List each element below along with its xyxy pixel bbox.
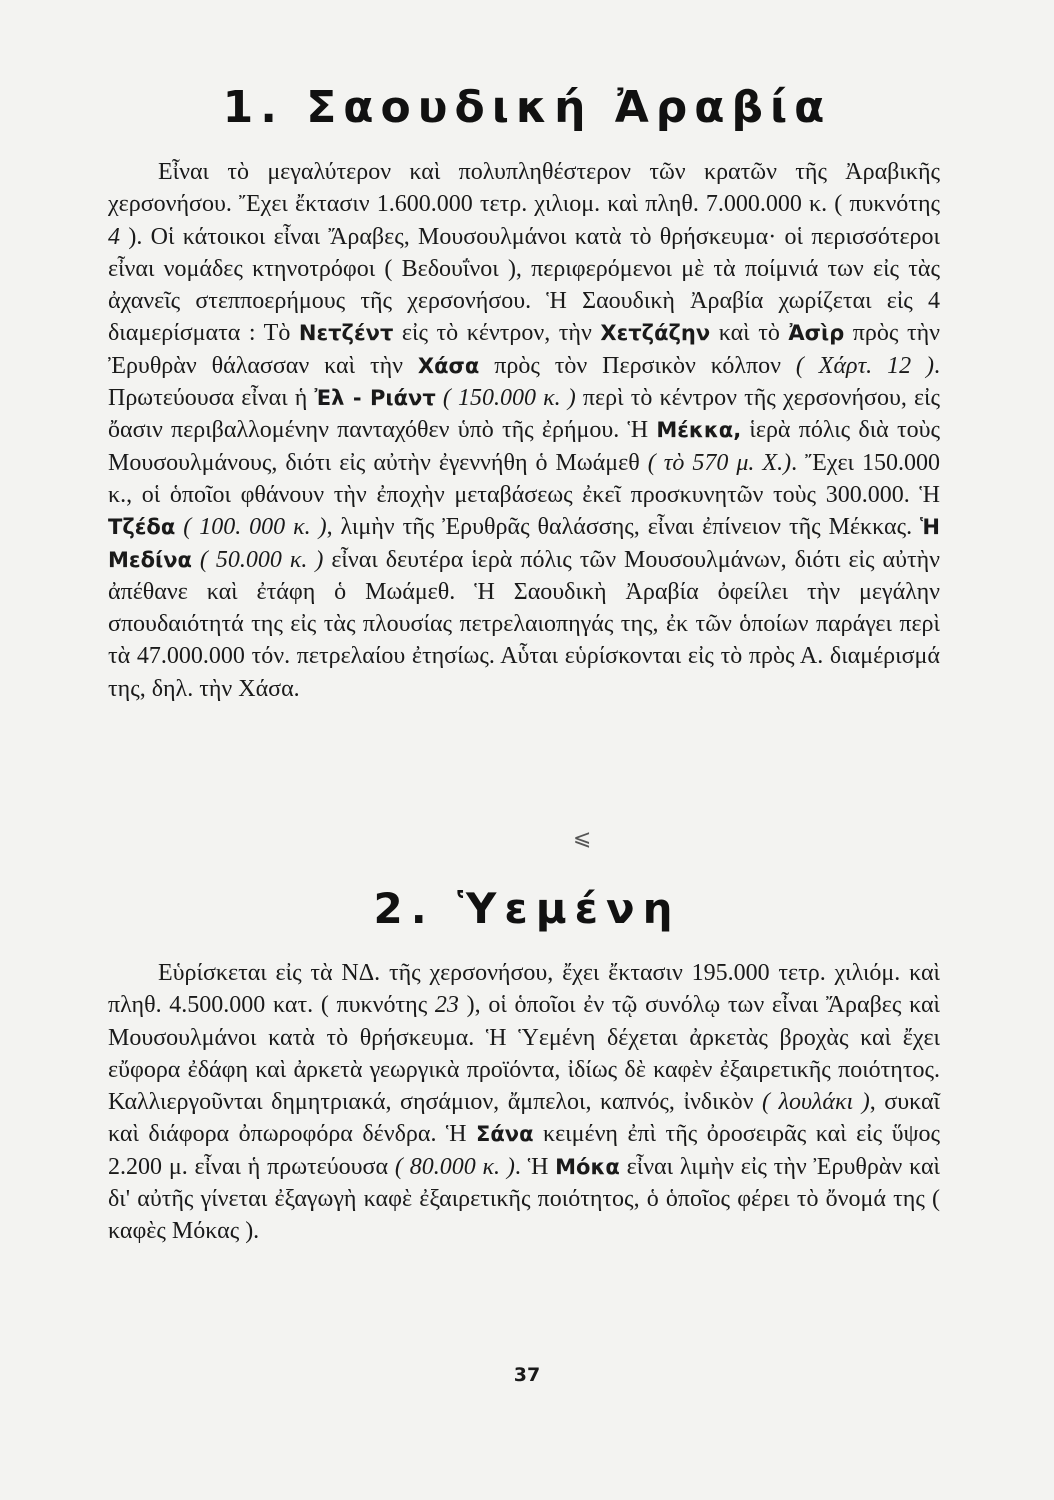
emphasized-place-name: Μόκα [555,1154,620,1179]
italic-note: ( 150.000 κ. ) [442,385,576,412]
text-run: ). Οἱ κάτοικοι εἶναι Ἄραβες, Μουσουλμάνοι κατὰ τὸ θρήσκευμα· οἱ περισσότεροι εἶναι νομάδες κτηνοτρόφοι ( Βεδουΐνοι ), περιφερόμενοι μὲ τὰ ποίμνιά των εἰς τὰς ἀχανεῖς στεπποερήμους τῆς χερσονήσου. Ἡ Σαουδικὴ Ἀραβία χωρίζεται εἰς 4 διαμερίσματα : Τὸ [108,223,940,347]
pencil-mark: ⩽ [573,826,592,851]
text-run: κειμένη ἐπὶ τῆς ὀροσειρᾶς καὶ εἰς ὕψος 2.200 μ. εἶναι ἡ πρωτεύουσα [108,1121,940,1180]
emphasized-place-name: Ἐλ - Ριάντ [314,386,436,411]
text-run: πρὸς τὴν Ἐρυθρὰν θάλασσαν καὶ τὴν [108,320,940,379]
text-run [436,385,443,411]
emphasized-place-name: Ἀσὶρ [788,321,845,346]
italic-note: ( τὸ 570 μ. Χ.) [647,449,792,476]
emphasized-place-name: Σάνα [476,1122,534,1147]
section-paragraph-yemen [108,957,940,1248]
text-run: εἶναι λιμὴν εἰς τὴν Ἐρυθρὰν καὶ δι' αὐτῆς γίνεται ἐξαγωγὴ καφὲ ἐξαιρετικῆς ποιότητος, ὁ ὁποῖος φέρει τὸ ὄνομά της ( καφὲς Μόκας ). [108,1153,940,1245]
italic-note: 4 [108,223,120,250]
emphasized-place-name: Ἡ Μεδίνα [108,515,941,572]
emphasized-place-name: Χάσα [417,353,480,378]
page-number: 37 [513,1364,541,1386]
section-heading-saudi-arabia: 1. Σαουδική Ἀραβία [222,82,832,133]
italic-note: 23 [434,992,459,1019]
text-run: Εὑρίσκεται εἰς τὰ ΝΔ. τῆς χερσονήσου, ἔχει ἔκτασιν 195.000 τετρ. χιλιόμ. καὶ πληθ. 4.500.000 κατ. ( πυκνότης [108,960,940,1019]
text-run: . Ἔχει 150.000 κ., οἱ ὁποῖοι φθάνουν τὴν ἐποχὴν μεταβάσεως ἐκεῖ προσκυνητῶν τοὺς 300.000. Ἡ [108,449,941,508]
italic-note: ( 80.000 κ. ) [394,1153,515,1180]
italic-note: ( 100. 000 κ. ) [183,514,327,541]
text-run: περὶ τὸ κέντρον τῆς χερσονήσου, εἰς ὄασιν περιβαλλομένην πανταχόθεν ὑπὸ τῆς ἐρήμου. Ἡ [108,385,940,444]
emphasized-place-name: Χετζάζην [600,321,711,346]
emphasized-place-name: Μέκκα, [656,418,742,443]
italic-note: ( 50.000 κ. ) [199,546,324,573]
text-run: εἶναι δευτέρα ἱερὰ πόλις τῶν Μουσουλμάνων, διότι εἰς αὐτὴν ἀπέθανε καὶ ἐτάφη ὁ Μωάμεθ. Ἡ Σαουδικὴ Ἀραβία ὀφείλει τὴν μεγάλην σπουδαιότητά της εἰς τὰς πλουσίας πετρελαιοπηγάς της, ἐκ τῶν ὁποίων παράγει περὶ τὰ 47.000.000 τόν. πετρελαίου ἐτησίως. Αὗται εὑρίσκονται εἰς τὸ πρὸς Α. διαμέρισμά της, δηλ. τὴν Χάσα. [108,546,940,702]
text-run [192,547,200,573]
text-run: καὶ τὸ [710,320,789,347]
text-run: πρὸς τὸν Περσικὸν κόλπον [479,352,796,379]
text-run: ), οἱ ὁποῖοι ἐν τῷ συνόλῳ των εἶναι Ἄραβες καὶ Μουσουλμάνοι κατὰ τὸ θρήσκευμα. Ἡ Ὑεμένη δέχεται ἀρκετὰς βροχὰς καὶ ἔχει εὔφορα ἐδάφη καὶ ἀρκετὰ γεωργικὰ προϊόντα, ἰδίως δὲ καφὲν ἐξαιρετικῆς ποιότητος. Καλλιεργοῦνται δημητριακά, σησάμιον, ἄμπελοι, καπνός, ἰνδικὸν [108,992,940,1116]
text-run: . Ἡ [514,1153,556,1180]
italic-note: ( λουλάκι ) [762,1089,870,1116]
text-run: Εἶναι τὸ μεγαλύτερον καὶ πολυπληθέστερον τῶν κρατῶν τῆς Ἀραβικῆς χερσονήσου. Ἔχει ἔκτασιν 1.600.000 τετρ. χιλιομ. καὶ πληθ. 7.000.000 κ. ( πυκνότης [108,159,940,218]
italic-note: ( Χάρτ. 12 ) [795,352,934,379]
text-run: . Πρωτεύουσα εἶναι ἡ [108,352,940,412]
text-run: , συκαῖ καὶ διάφορα ὀπωροφόρα δένδρα. Ἡ [108,1089,940,1148]
section-heading-yemen: 2. Ὑεμένη [373,884,681,933]
text-run: , λιμὴν τῆς Ἐρυθρᾶς θαλάσσης, εἶναι ἐπίνειον τῆς Μέκκας. [326,514,921,541]
emphasized-place-name: Νετζέντ [298,321,394,346]
text-run: ἱερὰ πόλις διὰ τοὺς Μουσουλμάνους, διότι εἰς αὐτὴν ἐγεννήθη ὁ Μωάμεθ [108,417,940,476]
section-paragraph-saudi-arabia [108,156,940,705]
emphasized-place-name: Τζέδα [108,515,176,540]
text-run: εἰς τὸ κέντρον, τὴν [393,320,601,347]
